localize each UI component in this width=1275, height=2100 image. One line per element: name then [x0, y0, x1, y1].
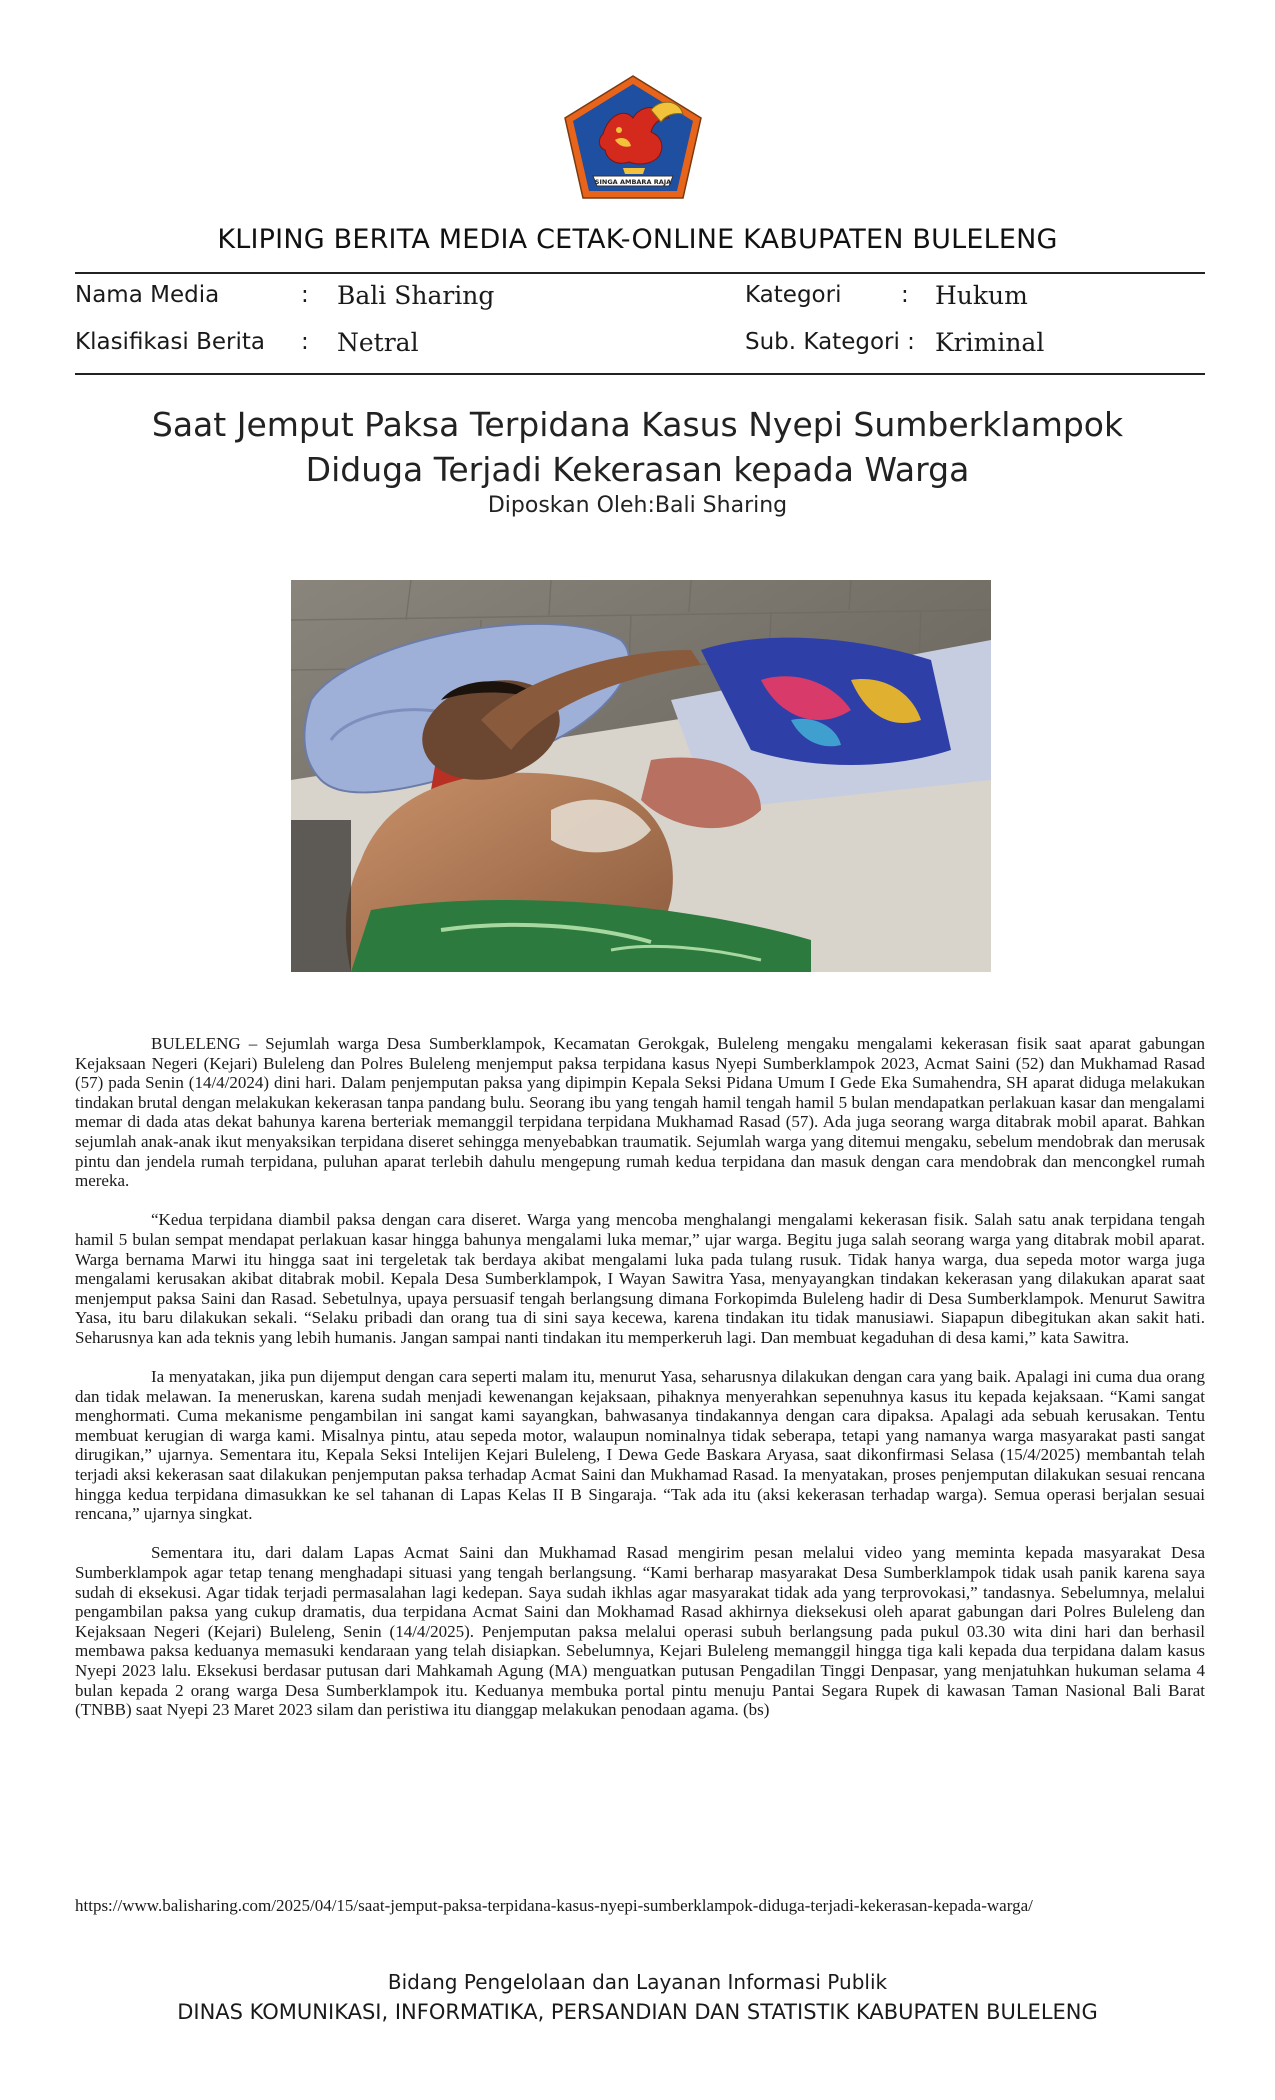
meta-row-klasifikasi — [75, 327, 1205, 363]
article-headline — [0, 402, 1275, 492]
header-rule-bottom — [75, 373, 1205, 375]
subkategori-value: Kriminal — [935, 328, 1045, 357]
article-paragraph-3: Ia menyatakan, jika pun dijemput dengan cara seperti malam itu, menurut Yasa, seharusnya dilakukan dengan cara yang baik. Apalagi ini cuma dua orang dan tidak melawan. Ia meneruskan, karena sudah menjadi kewenangan kejaksaan, pihaknya menyerahkan sepenuhnya kasus itu kepada kejaksaan. “Kami sangat menghormati. Cuma mekanisme pengambilan ini sangat kami sayangkan, bahwasanya tindakannya dengan cara dipaksa. Apalagi ada sebuah kerusakan. Tentu membuat kerugian di warga kami. Misalnya pintu, atau sepeda motor, walaupun nominalnya tidak seberapa, tetapi yang namanya warga masyarakat pasti sangat dirugikan,” ujarnya. Sementara itu, Kepala Seksi Intelijen Kejari Buleleng, I Dewa Gede Baskara Aryasa, saat dikonfirmasi Selasa (15/4/2025) membantah telah terjadi aksi kekerasan saat dilakukan penjemputan paksa terhadap Acmat Saini dan Mukhamad Rasad. Ia menyatakan, proses penjemputan dilakukan sesuai rencana hingga kedua terpidana dimasukkan ke sel tahanan di Lapas Kelas II B Singaraja. “Tak ada itu (aksi kekerasan terhadap warga). Semua operasi berjalan sesuai rencana,” ujarnya singkat. — [75, 1367, 1205, 1524]
source-url: https://www.balisharing.com/2025/04/15/saat-jemput-paksa-terpidana-kasus-nyepi-sumberklampok-diduga-terjadi-kekerasan-kepada-warga/ — [75, 1896, 1033, 1915]
klasifikasi-value: Netral — [337, 328, 419, 357]
headline-line-1: Saat Jemput Paksa Terpidana Kasus Nyepi Sumberklampok — [151, 405, 1124, 444]
meta-row-media — [75, 280, 1205, 316]
kategori-label: Kategori — [745, 282, 842, 308]
article-byline: Diposkan Oleh:Bali Sharing — [487, 493, 788, 518]
media-value: Bali Sharing — [337, 281, 495, 310]
subkategori-label: Sub. Kategori : — [745, 329, 915, 355]
klasifikasi-label: Klasifikasi Berita — [75, 329, 266, 355]
article-body — [75, 1034, 1205, 1739]
kategori-value: Hukum — [935, 281, 1028, 310]
headline-line-2: Diduga Terjadi Kekerasan kepada Warga — [305, 450, 970, 489]
article-paragraph-4: Sementara itu, dari dalam Lapas Acmat Saini dan Mukhamad Rasad mengirim pesan melalui video yang meminta kepada masyarakat Desa Sumberklampok agar tetap tenang menghadapi situasi yang tengah berlangsung. “Kami berharap masyarakat Desa Sumberklampok tidak usah panik karena saya sudah di eksekusi. Agar tidak terjadi permasalahan lagi kedepan. Saya sudah ikhlas agar masyarakat tidak ada yang terprovokasi,” tandasnya. Sebelumnya, melalui pengambilan paksa yang cukup dramatis, dua terpidana Acmat Saini dan Mokhamad Rasad akhirnya dieksekusi oleh aparat gabungan dari Polres Buleleng dan Kejaksaan Negeri (Kejari) Buleleng, Senin (14/4/2025). Penjemputan paksa melalui operasi subuh berlangsung pada pukul 03.30 wita dini hari dan berhasil membawa paksa keduanya memasuki kendaraan yang telah disiapkan. Sebelumnya, Kejari Buleleng memanggil hingga tiga kali kepada dua terpidana dalam kasus Nyepi 2023 lalu. Eksekusi berdasar putusan dari Mahkamah Agung (MA) menguatkan putusan Pengadilan Tinggi Denpasar, yang menjatuhkan hukuman selama 4 bulan kepada 2 orang warga Desa Sumberklampok itu. Keduanya membuka portal pintu menuju Pantai Segara Rupek di kawasan Taman Nasional Bali Barat (TNBB) saat Nyepi 23 Maret 2023 silam dan peristiwa itu dianggap melakukan penodaan agama. (bs) — [75, 1543, 1205, 1720]
clipping-header-title: KLIPING BERITA MEDIA CETAK-ONLINE KABUPATEN BULELENG — [217, 224, 1058, 255]
footer-division: Bidang Pengelolaan dan Layanan Informasi Publik — [387, 1970, 888, 1994]
article-photo — [291, 580, 991, 972]
media-label: Nama Media — [75, 282, 220, 308]
media-colon: : — [301, 282, 309, 308]
logo-motto: SINGA AMBARA RAJA — [594, 178, 672, 186]
article-paragraph-2: “Kedua terpidana diambil paksa dengan cara diseret. Warga yang mencoba menghalangi mengalami kekerasan fisik. Salah satu anak terpidana tengah hamil 5 bulan sempat mendapat perlakuan kasar hingga bahunya mengalami luka memar,” ujar warga. Begitu juga salah seorang warga yang ditabrak mobil aparat. Warga bernama Marwi itu hingga saat ini tergeletak tak berdaya akibat mengalami luka pada tulang rusuk. Tidak hanya warga, dua sepeda motor warga juga mengalami kerusakan akibat ditabrak mobil. Kepala Desa Sumberklampok, I Wayan Sawitra Yasa, menyayangkan tindakan kekerasan yang dilakukan aparat saat menjemput paksa Saini dan Rasad. Sebetulnya, upaya persuasif tengah berlangsung dimana Forkopimda Buleleng hadir di Desa Sumberklampok. Menurut Sawitra Yasa, itu baru dilakukan sekali. “Selaku pribadi dan orang tua di sini saya kecewa, karena tindakan itu tidak manusiawi. Siapapun dibegitukan akan sakit hati. Seharusnya kan ada teknis yang lebih humanis. Jangan sampai nanti tindakan itu memperkeruh lagi. Dan membuat kegaduhan di desa kami,” kata Sawitra. — [75, 1210, 1205, 1347]
kategori-colon: : — [901, 282, 909, 308]
article-paragraph-1: BULELENG – Sejumlah warga Desa Sumberklampok, Kecamatan Gerokgak, Buleleng mengaku mengalami kekerasan fisik saat aparat gabungan Kejaksaan Negeri (Kejari) Buleleng dan Polres Buleleng menjemput paksa terpidana kasus Nyepi Sumberklampok 2023, Acmat Saini (52) dan Mukhamad Rasad (57) pada Senin (14/4/2024) dini hari. Dalam penjemputan paksa yang dipimpin Kepala Seksi Pidana Umum I Gede Eka Sumahendra, SH aparat diduga melakukan tindakan brutal dengan melakukan kekerasan tanpa pandang bulu. Seorang ibu yang tengah hamil tengah hamil 5 bulan mendapatkan perlakuan kasar dan mengalami memar di dada atas dekat bahunya karena berteriak memanggil terpidana terpidana Mukhamad Rasad (57). Ada juga seorang warga ditabrak mobil aparat. Bahkan sejumlah anak-anak ikut menyaksikan terpidana diseret sehingga menyebabkan traumatik. Sejumlah warga yang ditemui mengaku, sebelum mendobrak dan merusak pintu dan jendela rumah terpidana, puluhan aparat terlebih dahulu mengepung rumah kedua terpidana dan masuk dengan cara mendobrak dan mencongkel rumah mereka. — [75, 1034, 1205, 1191]
klasifikasi-colon: : — [301, 329, 309, 355]
buleleng-regency-logo — [563, 74, 703, 200]
footer-agency: DINAS KOMUNIKASI, INFORMATIKA, PERSANDIAN DAN STATISTIK KABUPATEN BULELENG — [177, 2000, 1098, 2024]
header-rule-top — [75, 272, 1205, 274]
